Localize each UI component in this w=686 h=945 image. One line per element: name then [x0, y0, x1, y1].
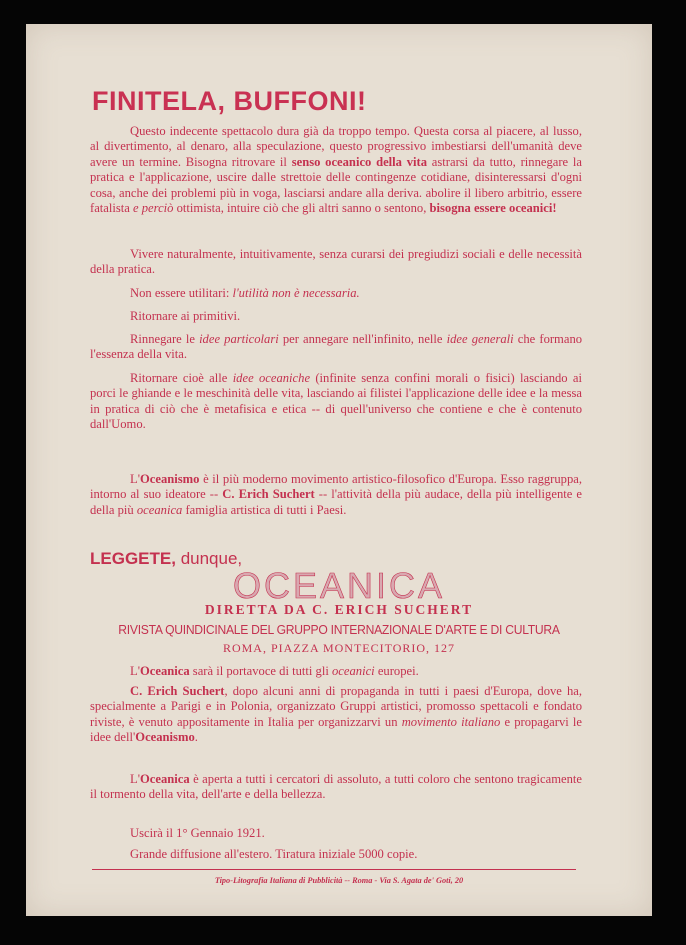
magazine-title: OCEANICA [232, 565, 446, 606]
leggete-heading: LEGGETE, dunque, [90, 549, 243, 568]
printer-footer: Tipo-Litografia Italiana di Pubblicità -- Roma - Via S. Agata de' Goti, 20 [214, 876, 464, 885]
paragraph-uscita: Uscirà il 1° Gennaio 1921. [130, 826, 265, 840]
paragraph-rinnegare: Rinnegare le idee particolari per annegare nell'infinito, nelle idee generali che formano l'essenza della vita. [90, 332, 583, 362]
footer-rule [92, 869, 576, 870]
paragraph-aperta: L'Oceanica è aperta a tutti i cercatori di assoluto, a tutti coloro che sentono tragicamente il tormento della vita, dell'arte e della bellezza. [90, 772, 582, 802]
magazine-direction: DIRETTA DA C. ERICH SUCHERT [204, 602, 474, 617]
paragraph-utilitari: Non essere utilitari: l'utilità non è necessaria. [130, 286, 360, 300]
magazine-address: ROMA, PIAZZA MONTECITORIO, 127 [222, 641, 456, 655]
flyer-sheet [26, 24, 652, 916]
flyer-title: FINITELA, BUFFONI! [92, 86, 367, 116]
magazine-subtitle: RIVISTA QUINDICINALE DEL GRUPPO INTERNAZIONALE D'ARTE E DI CULTURA [118, 622, 560, 637]
paragraph-suchert: C. Erich Suchert, dopo alcuni anni di propaganda in tutti i paesi d'Europa, dove ha, specialmente a Parigi e in Polonia, organizzato Gruppi artistici, promosso spettacoli e fondato riviste, è venuto appositamente in Italia per organizzarvi un movimento italiano e propagarvi le idee dell'Oceanismo. [90, 684, 583, 745]
paragraph-vivere: Vivere naturalmente, intuitivamente, senza curarsi dei pregiudizi sociali e delle necessità della pratica. [90, 247, 582, 277]
paragraph-portavoce: L'Oceanica sarà il portavoce di tutti gli oceanici europei. [130, 664, 419, 678]
paragraph-intro: Questo indecente spettacolo dura già da troppo tempo. Questa corsa al piacere, al lusso, al divertimento, al denaro, alla speculazione, questo progressivo imbestiarsi dell'umanità deve avere un termine. Bisogna ritrovare il senso oceanico della vita astrarsi da tutto, rinnegare la pratica e l'applicazione, uscire dalle strettoie delle contingenze cotidiane, disinteressarsi d'ogni cosa, anche dei problemi più in voga, lasciarsi andare alla deriva. abolire il libero arbitrio, essere fatalista e perciò ottimista, intuire ciò che gli altri sanno o sentono, bisogna essere oceanici! [90, 124, 582, 216]
paragraph-oceanismo: L'Oceanismo è il più moderno movimento artistico-filosofico d'Europa. Esso raggruppa, intorno al suo ideatore -- C. Erich Suchert -- l'attività della più audace, della più intelligente e della più oceanica famiglia artistica di tutti i Paesi. [90, 472, 582, 517]
paragraph-diffusione: Grande diffusione all'estero. Tiratura iniziale 5000 copie. [130, 847, 418, 861]
paragraph-ritornare: Ritornare cioè alle idee oceaniche (infinite senza confini morali o fisici) lasciando ai porci le ghiande e le meschinità delle vita, lasciando ai filistei l'applicazione delle idee e la messa in pratica di ciò che è metafisica e etica -- di quell'universo che contiene e che è contenuto dall'Uomo. [90, 371, 582, 432]
paragraph-primitivi: Ritornare ai primitivi. [130, 309, 241, 323]
